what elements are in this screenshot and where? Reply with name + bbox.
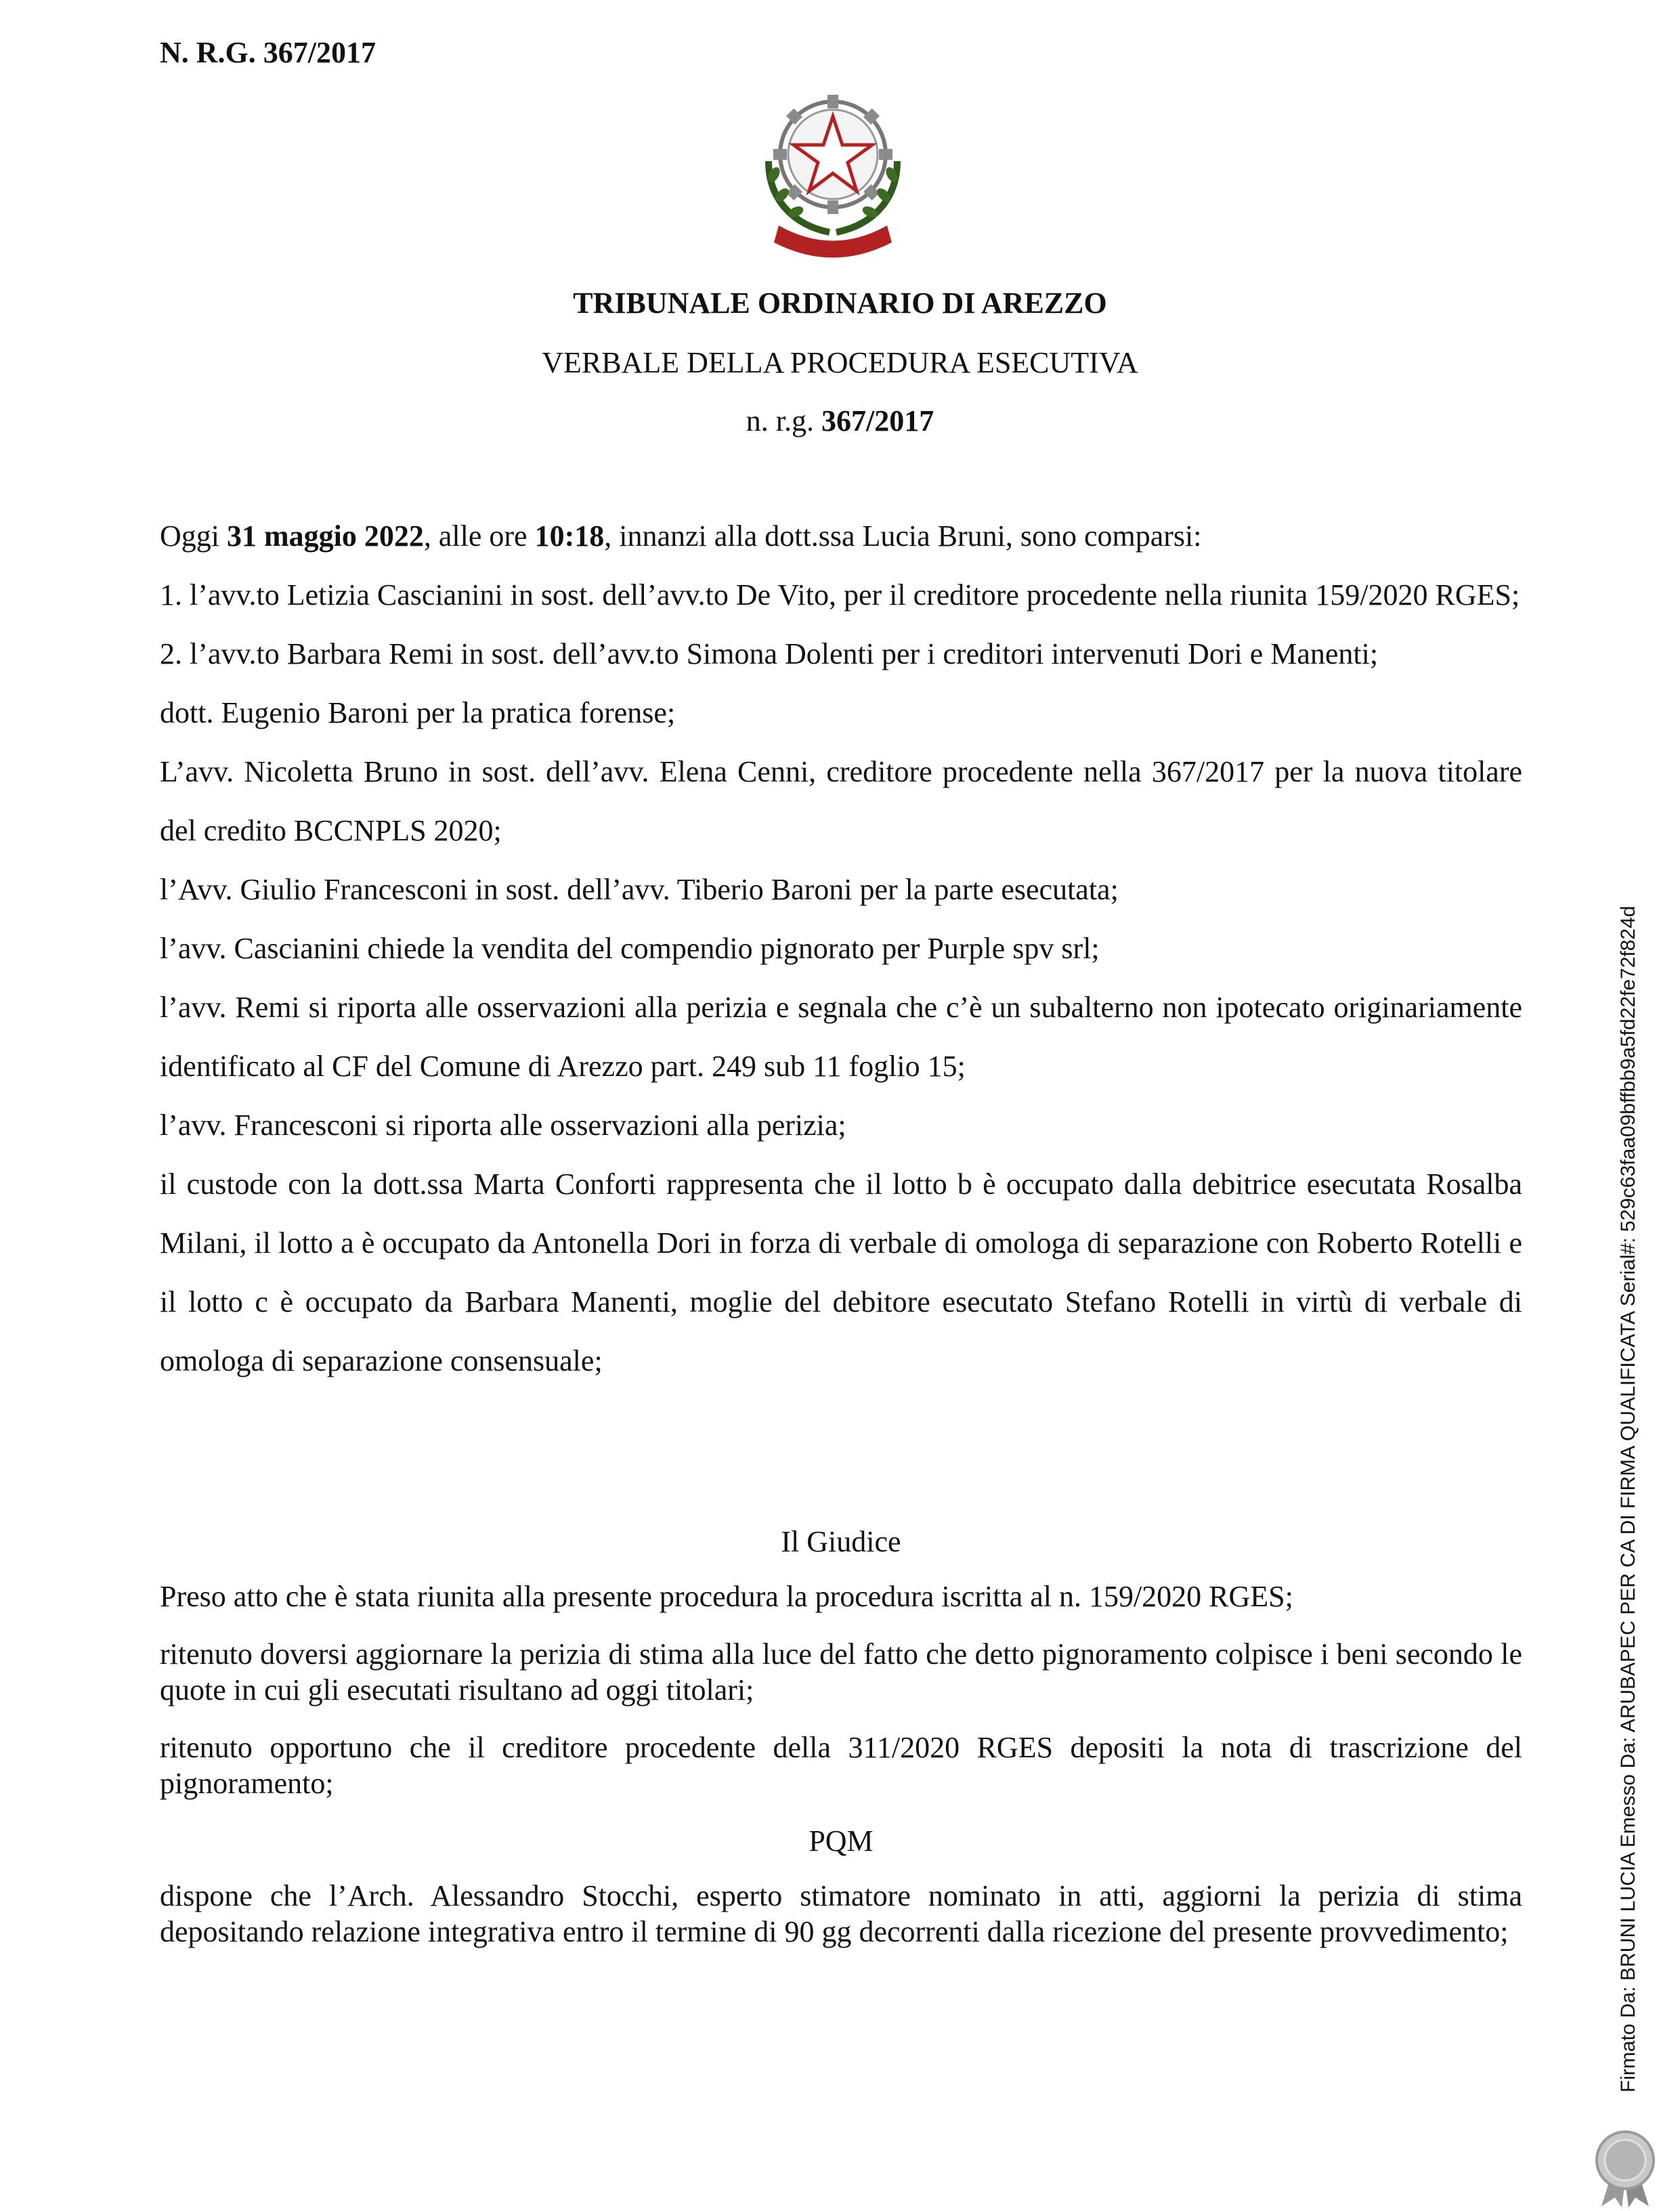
intro-text-1: Oggi <box>160 519 227 553</box>
paragraph: L’avv. Nicoletta Bruno in sost. dell’avv. Elena Cenni, creditore procedente nella 367/2017 per la nuova titolare del credito BCCNPLS 2020; <box>160 755 1522 847</box>
court-name: TRIBUNALE ORDINARIO DI AREZZO <box>573 286 1107 320</box>
intro-line <box>160 507 1522 565</box>
paragraph: 1. l’avv.to Letizia Cascianini in sost. dell’avv.to De Vito, per il creditore procedente nella riunita 159/2020 RGES; <box>160 578 1520 611</box>
case-reference: N. R.G. 367/2017 <box>160 36 376 69</box>
rg-line <box>0 404 1680 438</box>
judge-section <box>160 1524 1522 1971</box>
document-subtitle: VERBALE DELLA PROCEDURA ESECUTIVA <box>542 346 1138 379</box>
paragraph: dott. Eugenio Baroni per la pratica forense; <box>160 696 676 729</box>
paragraph: l’avv. Francesconi si riporta alle osservazioni alla perizia; <box>160 1109 846 1142</box>
pqm-paragraph: dispone che l’Arch. Alessandro Stocchi, esperto stimatore nominato in atti, aggiorni la perizia di stima depositando relazione integrativa entro il termine di 90 gg decorrenti dalla ricezione del presente provvedimento; <box>160 1879 1522 1948</box>
italian-republic-emblem <box>741 80 924 263</box>
pqm-heading: PQM <box>809 1824 874 1858</box>
intro-text-3: , innanzi alla dott.ssa Lucia Bruni, sono comparsi: <box>604 519 1202 553</box>
intro-text-2: , alle ore <box>423 519 535 553</box>
rg-prefix: n. r.g. <box>746 404 814 437</box>
paragraph: l’avv. Cascianini chiede la vendita del compendio pignorato per Purple spv srl; <box>160 932 1100 965</box>
paragraph: 2. l’avv.to Barbara Remi in sost. dell’avv.to Simona Dolenti per i creditori intervenuti Dori e Manenti; <box>160 637 1379 670</box>
hearing-date: 31 maggio 2022 <box>227 519 424 553</box>
signature-seal-icon <box>1588 2126 1662 2208</box>
judge-paragraph: ritenuto doversi aggiornare la perizia di stima alla luce del fatto che detto pignoramento colpisce i beni secondo le quote in cui gli esecutati risultano ad oggi titolari; <box>160 1637 1522 1706</box>
judge-paragraph: Preso atto che è stata riunita alla presente procedura la procedura iscritta al n. 159/2020 RGES; <box>160 1580 1293 1613</box>
paragraph: l’Avv. Giulio Francesconi in sost. dell’avv. Tiberio Baroni per la parte esecutata; <box>160 873 1119 906</box>
rg-number: 367/2017 <box>821 404 934 437</box>
minutes-body <box>160 507 1522 1390</box>
paragraph: il custode con la dott.ssa Marta Conforti rappresenta che il lotto b è occupato dalla debitrice esecutata Rosalba Milani, il lotto a è occupato da Antonella Dori in forza di verbale di omologa di separazione con Roberto Rotelli e il lotto c è occupato da Barbara Manenti, moglie del debitore esecutato Stefano Rotelli in virtù di verbale di omologa di separazione consensuale; <box>160 1167 1522 1377</box>
paragraph: l’avv. Remi si riporta alle osservazioni alla perizia e segnala che c’è un subalterno non ipotecato originariamente identificato al CF del Comune di Arezzo part. 249 sub 11 foglio 15; <box>160 991 1522 1083</box>
hearing-time: 10:18 <box>534 519 605 553</box>
digital-signature-text: Firmato Da: BRUNI LUCIA Emesso Da: ARUBAPEC PER CA DI FIRMA QUALIFICATA Serial#: 529c63faa09bffbb9a5fd22fe72f824d <box>1617 905 1639 2092</box>
judge-heading: Il Giudice <box>781 1525 901 1558</box>
judge-paragraph: ritenuto opportuno che il creditore procedente della 311/2020 RGES depositi la nota di trascrizione del pignoramento; <box>160 1731 1522 1800</box>
